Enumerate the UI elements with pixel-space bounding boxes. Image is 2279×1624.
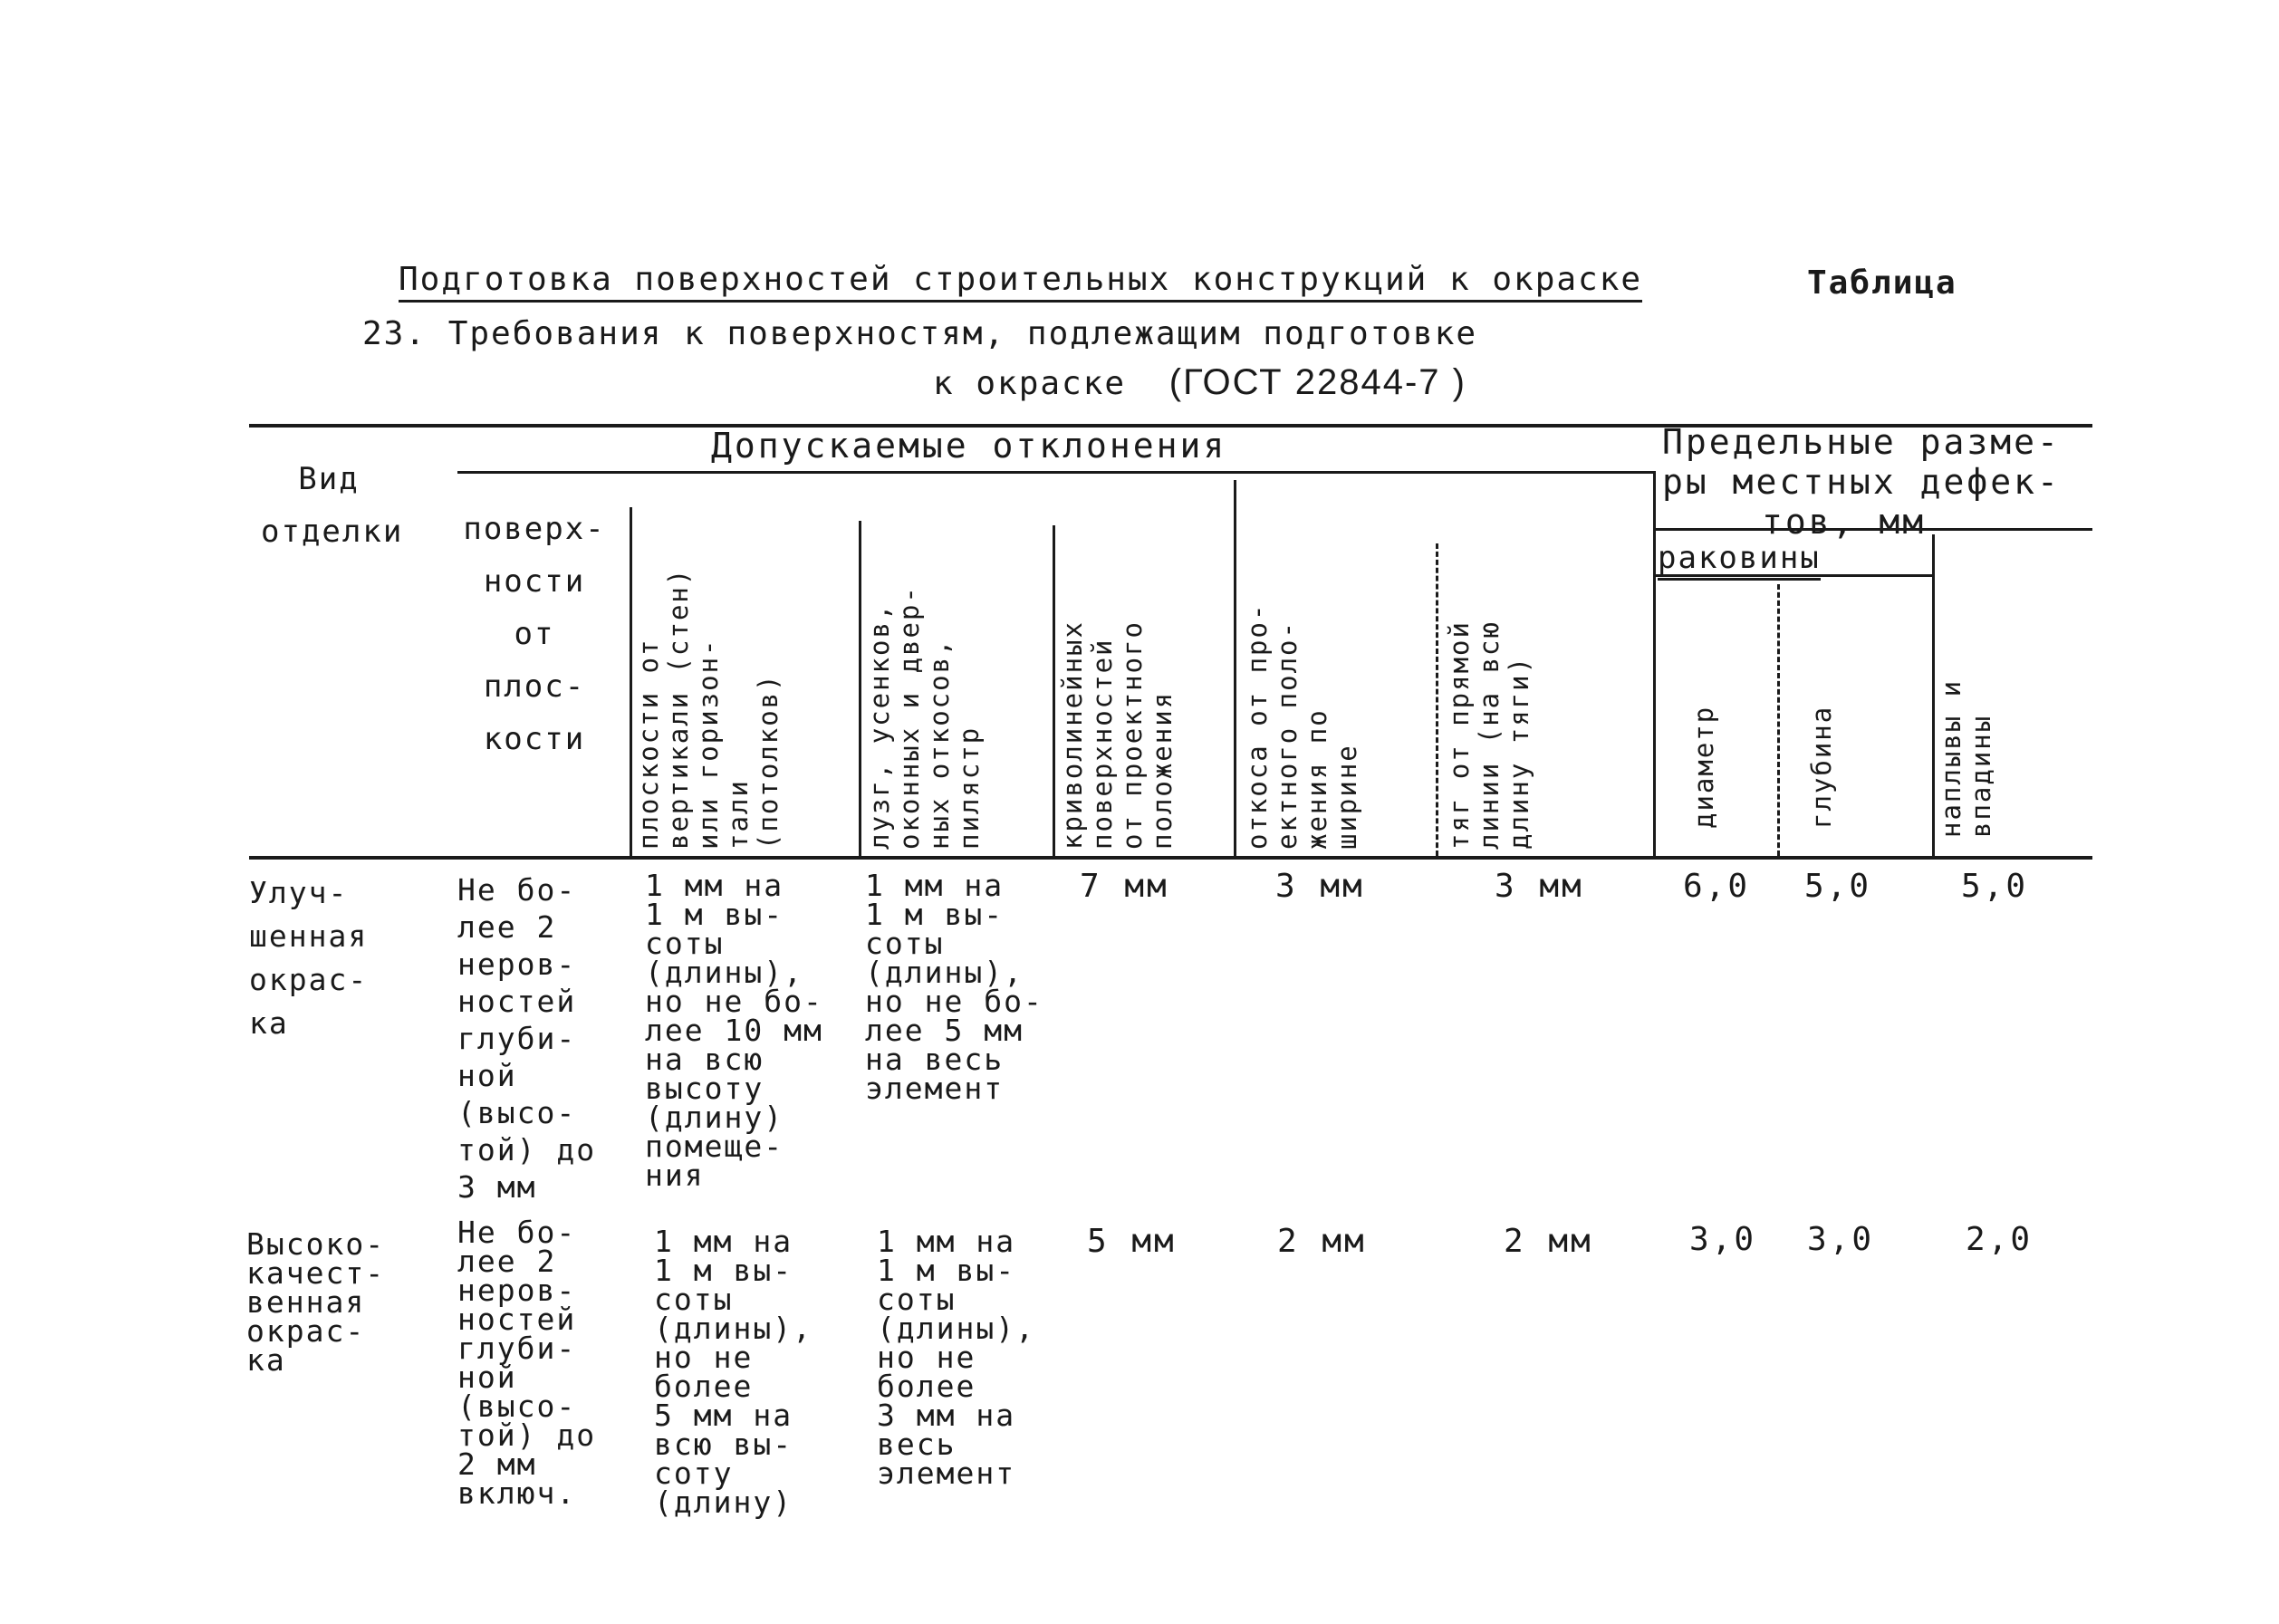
row1-finish-line: шенная bbox=[249, 918, 369, 954]
row2-depth: 3,0 bbox=[1807, 1221, 1875, 1258]
row2-rust-line: элемент bbox=[877, 1456, 1016, 1491]
row2-diameter: 3,0 bbox=[1689, 1221, 1757, 1258]
row1-curved: 7 мм bbox=[1080, 868, 1169, 905]
plane-deviation-header bbox=[634, 568, 784, 850]
row2-finish bbox=[246, 1226, 386, 1378]
finish-type-header-line: отделки bbox=[261, 514, 404, 550]
row2-plane-line: соту bbox=[654, 1456, 734, 1491]
row2-plane bbox=[654, 1224, 813, 1520]
col-divider-slope bbox=[1234, 480, 1236, 856]
defects-header-line: ры местных дефек- bbox=[1662, 462, 2061, 502]
surface-header-line: ности bbox=[483, 563, 586, 600]
row1-plane-line: на всю bbox=[645, 1042, 764, 1077]
row1-finish-line: окрас- bbox=[249, 962, 369, 997]
row1-rods: 3 мм bbox=[1495, 868, 1584, 905]
slope-deviation-header bbox=[1243, 603, 1362, 850]
row2-finish-line: венная bbox=[246, 1284, 366, 1320]
surface-flatness-header bbox=[457, 503, 611, 765]
row2-surface-line: (высо- bbox=[457, 1389, 577, 1424]
row1-rust bbox=[865, 868, 1043, 1106]
row1-plane-line: (длину) bbox=[645, 1100, 784, 1135]
row1-plane-line: 1 м вы- bbox=[645, 897, 784, 932]
row2-plane-line: (длину) bbox=[654, 1485, 793, 1520]
row2-rust-line: 1 мм на bbox=[877, 1224, 1016, 1259]
curved-header-line: поверхностей bbox=[1087, 638, 1118, 850]
row1-rust-line: (длины), bbox=[865, 955, 1024, 990]
finish-type-header bbox=[261, 453, 404, 558]
row2-rust bbox=[877, 1224, 1035, 1491]
pits-subgroup-header: раковины bbox=[1658, 540, 1821, 576]
row1-plane-line: 1 мм на bbox=[645, 868, 784, 903]
deviations-group-rule bbox=[457, 471, 1653, 474]
surface-header-line: кости bbox=[483, 721, 586, 757]
table-label: Таблица bbox=[1807, 264, 1957, 302]
row2-rust-line: более bbox=[877, 1369, 976, 1404]
row2-surface-line: Не бо- bbox=[457, 1215, 577, 1250]
surface-header-line: от bbox=[514, 616, 555, 652]
row2-rust-line: 1 м вы- bbox=[877, 1253, 1016, 1288]
row2-surface-line: лее 2 bbox=[457, 1244, 557, 1279]
header-bottom-rule bbox=[249, 856, 2092, 860]
row2-finish-line: Высоко- bbox=[246, 1226, 386, 1262]
row2-finish-line: ка bbox=[246, 1342, 286, 1378]
row2-rods: 2 мм bbox=[1504, 1223, 1593, 1260]
rust-header-line: ных откосов, bbox=[924, 638, 955, 850]
slope-header-line: откоса от про- bbox=[1242, 602, 1273, 850]
surface-header-line: плос- bbox=[483, 668, 586, 705]
curved-header-line: от проектного bbox=[1117, 620, 1148, 850]
row1-surface-line: Не бо- bbox=[457, 872, 577, 908]
rods-header-line: тяг от прямой bbox=[1444, 620, 1475, 850]
row1-plane-line: ния bbox=[645, 1158, 705, 1193]
table-title-main: к окраске bbox=[933, 365, 1127, 402]
table-title-line1: 23. Требования к поверхностям, подлежащим подготовке bbox=[362, 315, 1478, 352]
row1-finish-line: Улуч- bbox=[249, 875, 349, 910]
rust-header-line: пилястр bbox=[954, 726, 985, 850]
row1-rust-line: элемент bbox=[865, 1071, 1005, 1106]
plane-header-line: или горизон- bbox=[693, 638, 724, 850]
rods-header-line: длину тяги) bbox=[1504, 655, 1534, 850]
plane-header-line: тали bbox=[723, 779, 754, 850]
row2-rust-line: весь bbox=[877, 1427, 957, 1462]
row1-plane-line: (длины), bbox=[645, 955, 803, 990]
row1-surface-line: 3 мм bbox=[457, 1169, 537, 1205]
row2-surface-line: неров- bbox=[457, 1273, 577, 1308]
row2-surface-line: ной bbox=[457, 1360, 517, 1395]
sags-header-line: наплывы и bbox=[1936, 678, 1966, 838]
slope-header-line: жения по bbox=[1302, 708, 1332, 850]
row2-rust-line: соты bbox=[877, 1282, 957, 1317]
row1-rust-line: на весь bbox=[865, 1042, 1005, 1077]
col-divider-plane bbox=[630, 507, 632, 856]
sags-header bbox=[1937, 679, 1996, 838]
row1-rust-line: соты bbox=[865, 926, 945, 961]
rust-deviation-header bbox=[865, 585, 985, 850]
row2-finish-line: окрас- bbox=[246, 1313, 366, 1349]
row2-surface-line: глуби- bbox=[457, 1331, 577, 1366]
row2-curved: 5 мм bbox=[1087, 1223, 1177, 1260]
rust-header-line: оконных и двер- bbox=[894, 585, 925, 850]
plane-header-line: плоскости от bbox=[633, 638, 664, 850]
gost-reference: (ГОСТ 22844-7 ) bbox=[1168, 362, 1466, 402]
depth-header bbox=[1807, 706, 1837, 829]
row2-rust-line: (длины), bbox=[877, 1311, 1035, 1346]
row1-surface-line: ностей bbox=[457, 984, 577, 1019]
row1-rust-line: но не бо- bbox=[865, 984, 1043, 1019]
row1-plane bbox=[645, 868, 823, 1193]
row1-surface-line: ной bbox=[457, 1058, 517, 1093]
row2-surface-line: включ. bbox=[457, 1475, 577, 1511]
row1-plane-line: помеще- bbox=[645, 1129, 784, 1164]
row1-surface-line: глуби- bbox=[457, 1021, 577, 1056]
row2-plane-line: но не bbox=[654, 1340, 754, 1375]
row1-surface bbox=[457, 871, 596, 1206]
rods-header-line: линии (на всю bbox=[1474, 620, 1505, 850]
row1-slope: 3 мм bbox=[1275, 868, 1365, 905]
row1-finish-line: ка bbox=[249, 1005, 289, 1041]
col-divider-depth bbox=[1777, 584, 1780, 856]
row1-plane-line: но не бо- bbox=[645, 984, 823, 1019]
row1-finish bbox=[249, 871, 368, 1045]
defects-header-line: тов, мм bbox=[1762, 502, 1927, 542]
diameter-header bbox=[1689, 706, 1719, 829]
sags-header-line: впадины bbox=[1966, 714, 1996, 838]
row2-plane-line: более bbox=[654, 1369, 754, 1404]
section-subtitle: Подготовка поверхностей строительных конструкций к окраске bbox=[399, 261, 1642, 298]
row1-rust-line: лее 5 мм bbox=[865, 1013, 1024, 1048]
surface-header-line: поверх- bbox=[463, 511, 606, 547]
defects-header-line: Предельные разме- bbox=[1662, 422, 2061, 462]
row2-slope: 2 мм bbox=[1277, 1223, 1367, 1260]
row1-surface-line: неров- bbox=[457, 947, 577, 982]
row2-plane-line: 5 мм на bbox=[654, 1398, 793, 1433]
row2-finish-line: качест- bbox=[246, 1255, 386, 1291]
row1-sags: 5,0 bbox=[1961, 868, 2029, 905]
col-divider-rods bbox=[1436, 543, 1438, 856]
row2-plane-line: (длины), bbox=[654, 1311, 813, 1346]
row2-surface-line: 2 мм bbox=[457, 1446, 537, 1482]
curved-header-line: положения bbox=[1147, 690, 1178, 850]
row2-surface-line: той) до bbox=[457, 1417, 597, 1453]
row1-diameter: 6,0 bbox=[1683, 868, 1751, 905]
row1-surface-line: (высо- bbox=[457, 1095, 577, 1130]
row1-surface-line: той) до bbox=[457, 1132, 597, 1168]
depth-header-line: глубина bbox=[1806, 705, 1837, 829]
row1-plane-line: высоту bbox=[645, 1071, 764, 1106]
row2-surface bbox=[457, 1215, 597, 1511]
row1-surface-line: лее 2 bbox=[457, 909, 557, 945]
curved-header-line: криволинейных bbox=[1057, 620, 1088, 850]
curved-deviation-header bbox=[1058, 620, 1178, 850]
rods-deviation-header bbox=[1445, 620, 1534, 850]
diameter-header-line: диаметр bbox=[1688, 705, 1719, 829]
row2-plane-line: всю вы- bbox=[654, 1427, 793, 1462]
row1-plane-line: соты bbox=[645, 926, 725, 961]
row2-plane-line: соты bbox=[654, 1282, 734, 1317]
row1-plane-line: лее 10 мм bbox=[645, 1013, 823, 1048]
row1-rust-line: 1 мм на bbox=[865, 868, 1005, 903]
row1-rust-line: 1 м вы- bbox=[865, 897, 1005, 932]
plane-header-line: (потолков) bbox=[753, 673, 784, 850]
col-divider-defects bbox=[1653, 471, 1656, 856]
row2-plane-line: 1 мм на bbox=[654, 1224, 793, 1259]
row2-rust-line: но не bbox=[877, 1340, 976, 1375]
rust-header-line: лузг, усенков, bbox=[864, 602, 895, 850]
defects-group-header bbox=[1662, 422, 2061, 542]
plane-header-line: вертикали (стен) bbox=[663, 567, 694, 850]
row2-rust-line: 3 мм на bbox=[877, 1398, 1016, 1433]
row2-plane-line: 1 м вы- bbox=[654, 1253, 793, 1288]
finish-type-header-line: Вид bbox=[298, 461, 360, 497]
col-divider-rust bbox=[859, 521, 861, 856]
col-divider-sags bbox=[1932, 534, 1935, 856]
slope-header-line: ектного поло- bbox=[1272, 620, 1303, 850]
row2-surface-line: ностей bbox=[457, 1302, 577, 1337]
table-title-line2 bbox=[933, 362, 1466, 403]
col-divider-curved bbox=[1053, 525, 1055, 856]
slope-header-line: ширине bbox=[1332, 744, 1362, 850]
row2-sags: 2,0 bbox=[1966, 1221, 2034, 1258]
row1-depth: 5,0 bbox=[1804, 868, 1872, 905]
deviations-group-header: Допускаемые отклонения bbox=[711, 426, 1227, 466]
